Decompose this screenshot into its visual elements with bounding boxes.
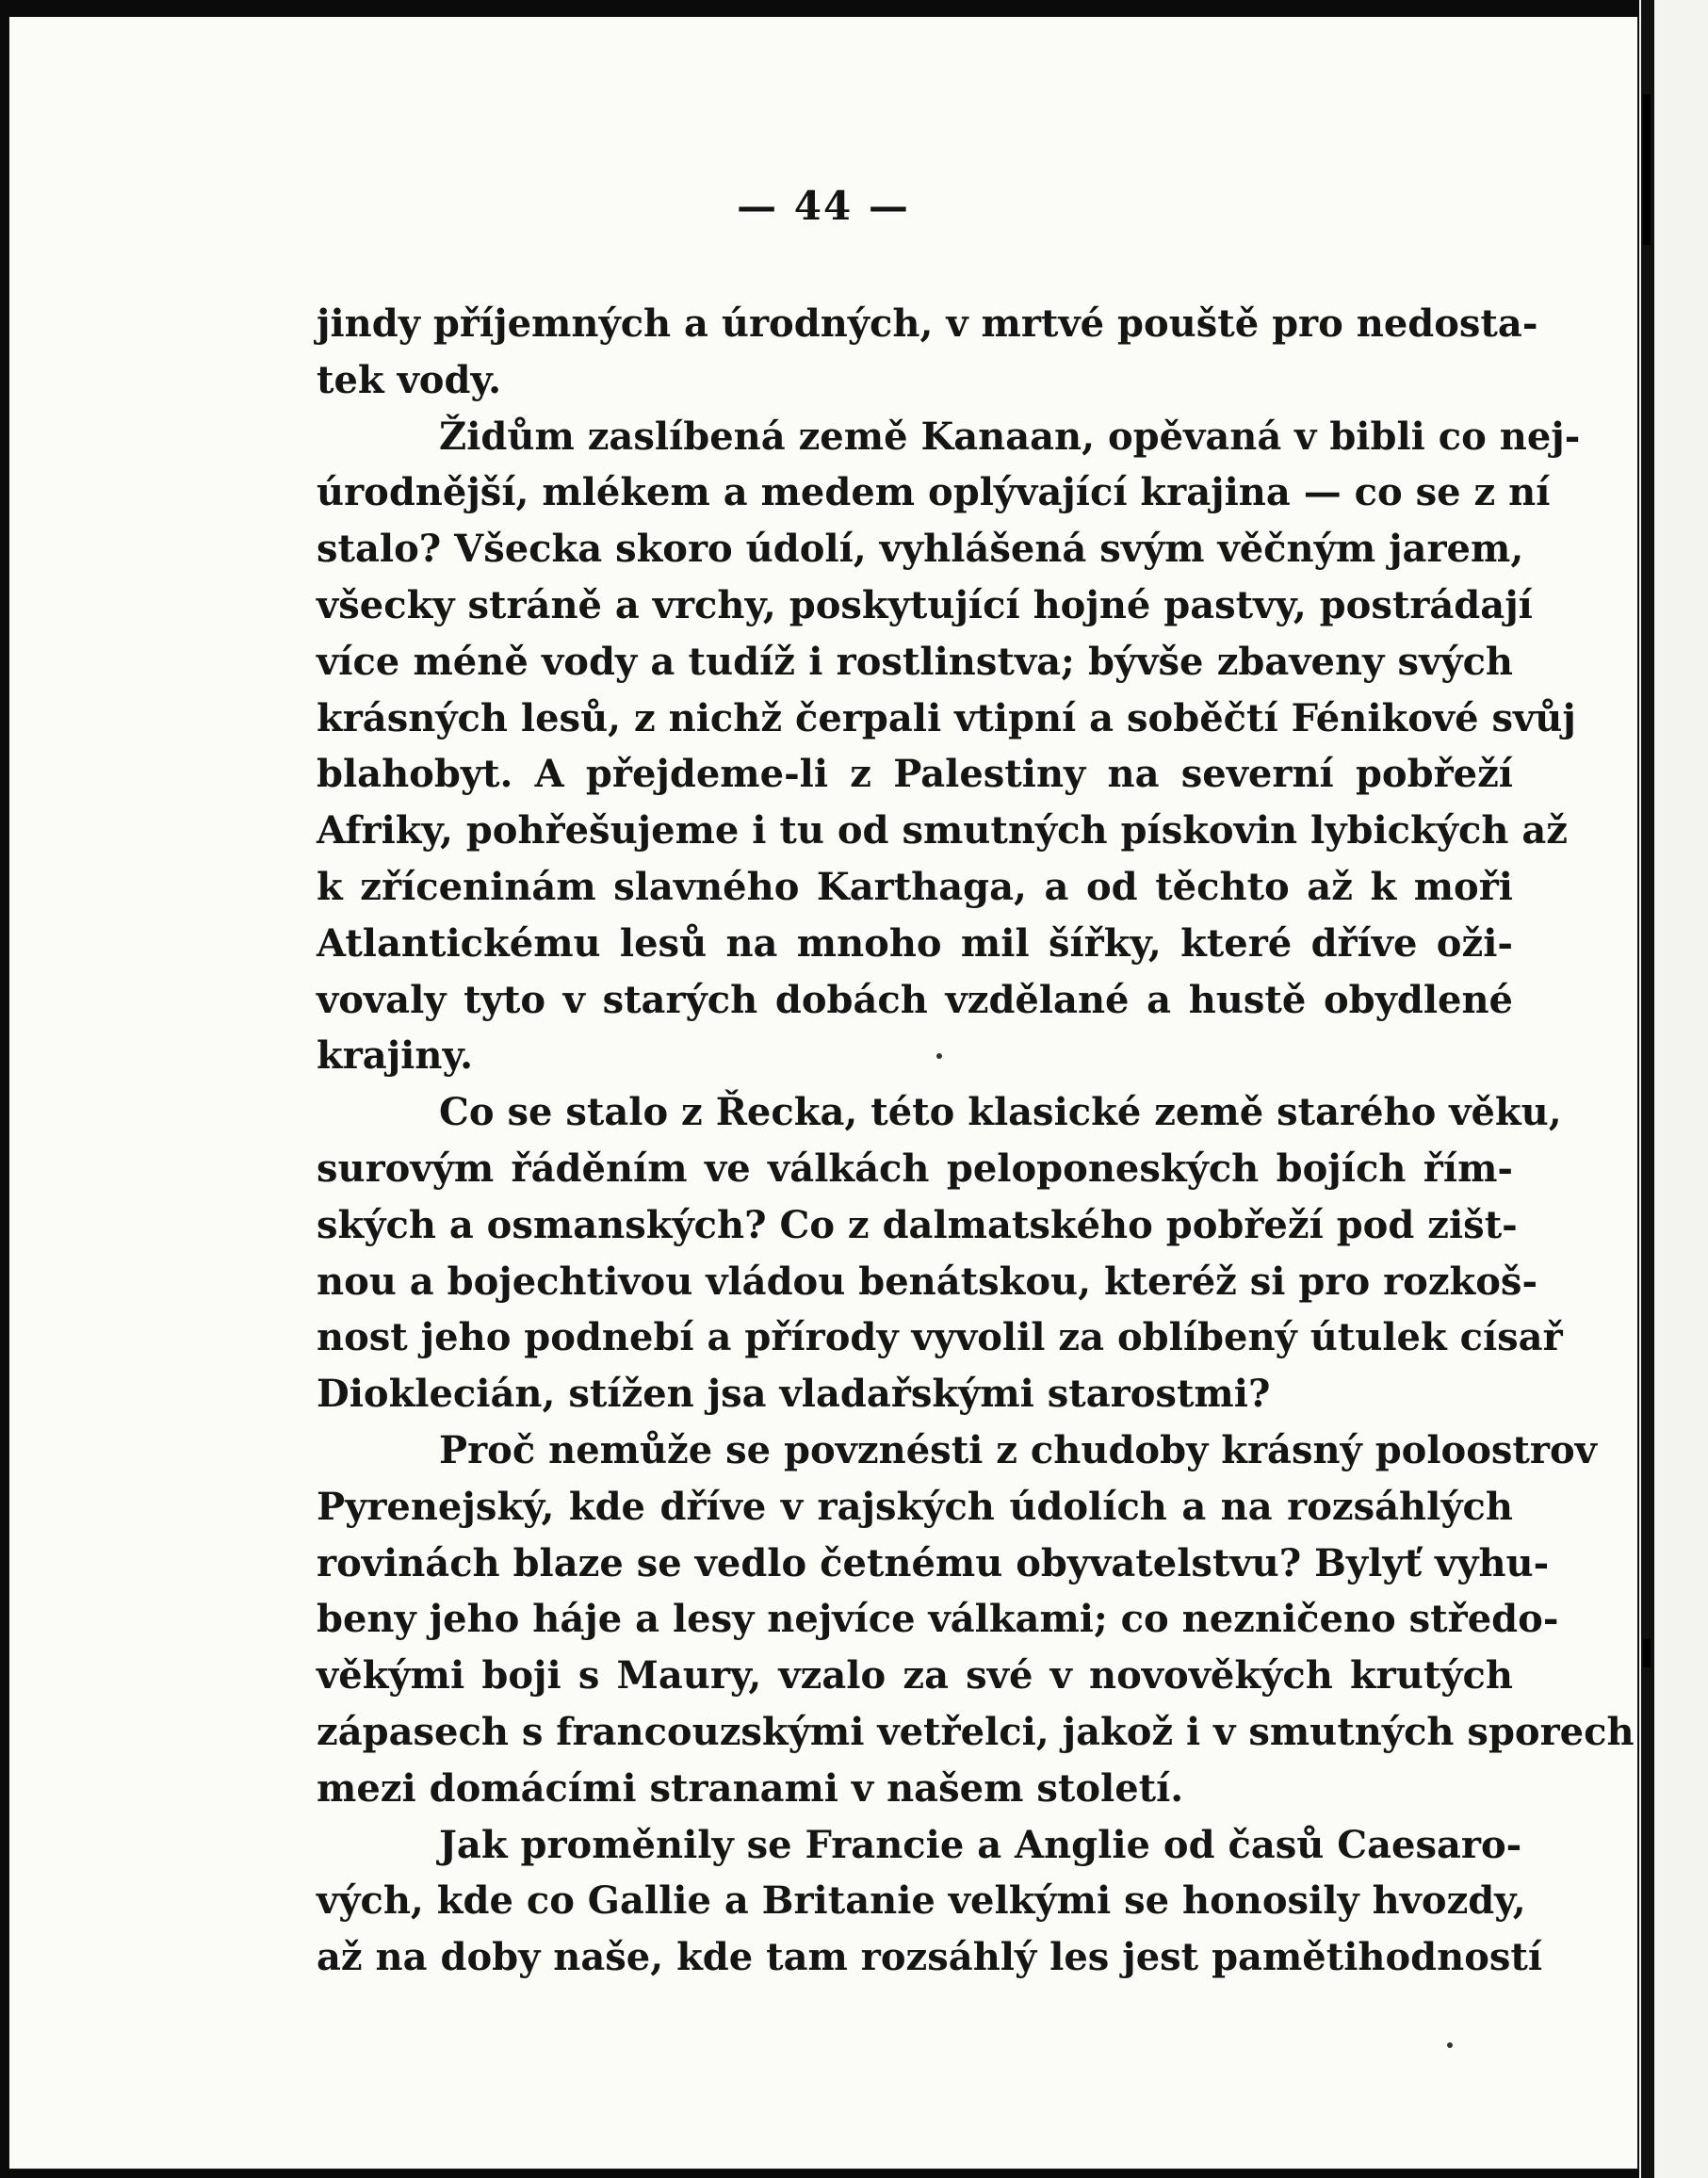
text-line: Židům zaslíbená země Kanaan, opěvaná v bibli co nej- (439, 414, 1581, 459)
text-line: Dioklecián, stížen jsa vladařskými starostmi? (317, 1372, 1271, 1417)
text-line: zápasech s francouzskými vetřelci, jakož i v smutných sporech (317, 1709, 1635, 1754)
text-line: k zříceninám slavného Karthaga, a od těchto až k moři (317, 864, 1513, 909)
page-number: — 44 — (737, 183, 910, 229)
text-line: beny jeho háje a lesy nejvíce válkami; co nezničeno středo- (317, 1597, 1559, 1642)
edge-mark (1643, 94, 1651, 245)
text-line: Proč nemůže se povznésti z chudoby krásný poloostrov (439, 1427, 1597, 1472)
text-line: až na doby naše, kde tam rozsáhlý les jest pamětihodností (317, 1935, 1543, 1980)
text-line: nost jeho podnebí a přírody vyvolil za oblíbený útulek císař (317, 1315, 1563, 1360)
text-line: krajiny. (317, 1033, 474, 1079)
text-line: surovým řáděním ve válkách peloponeských bojích řím- (317, 1146, 1513, 1191)
text-line: všecky stráně a vrchy, poskytující hojné pastvy, postrádají (317, 582, 1533, 627)
text-line: nou a bojechtivou vládou benátskou, kteréž si pro rozkoš- (317, 1259, 1538, 1304)
book-page (9, 17, 1637, 2169)
scan-right-edge (1639, 0, 1708, 2178)
scan-speck (1447, 2042, 1453, 2048)
text-line: jindy příjemných a úrodných, v mrtvé pouště pro nedosta- (317, 301, 1538, 346)
text-line: blahobyt. A přejdeme-li z Palestiny na severní pobřeží (317, 752, 1513, 797)
text-line: úrodnější, mlékem a medem oplývající krajina — co se z ní (317, 470, 1551, 515)
page-body-text (317, 296, 1635, 1986)
text-line: tek vody. (317, 357, 502, 402)
text-line: rovinách blaze se vedlo četnému obyvatelstvu? Bylyť vyhu- (317, 1540, 1550, 1585)
text-line: Jak proměnily se Francie a Anglie od časů Caesaro- (439, 1822, 1522, 1867)
page-edge-shadow (1641, 0, 1654, 2178)
text-line: více méně vody a tudíž i rostlinstva; bývše zbaveny svých (317, 639, 1513, 684)
text-line: mezi domácími stranami v našem století. (317, 1765, 1184, 1811)
text-line: krásných lesů, z nichž čerpali vtipní a soběčtí Fénikové svůj (317, 695, 1576, 740)
text-line: ských a osmanských? Co z dalmatského pobřeží pod zišt- (317, 1202, 1518, 1247)
text-line: stalo? Všecka skoro údolí, vyhlášená svým věčným jarem, (317, 527, 1524, 572)
text-line: Co se stalo z Řecka, této klasické země starého věku, (439, 1090, 1562, 1135)
text-line: vých, kde co Gallie a Britanie velkými se honosily hvozdy, (317, 1878, 1526, 1924)
text-line: Pyrenejský, kde dříve v rajských údolích a na rozsáhlých (317, 1484, 1513, 1529)
edge-mark (1643, 1639, 1651, 1667)
scan-speck (936, 1053, 942, 1059)
text-line: věkými boji s Maury, vzalo za své v novověkých krutých (317, 1653, 1513, 1699)
text-line: Afriky, pohřešujeme i tu od smutných pískovin lybických až (317, 808, 1568, 853)
text-line: vovaly tyto v starých dobách vzdělané a hustě obydlené (317, 977, 1513, 1022)
text-line: Atlantickému lesů na mnoho mil šířky, které dříve oži- (317, 920, 1513, 966)
